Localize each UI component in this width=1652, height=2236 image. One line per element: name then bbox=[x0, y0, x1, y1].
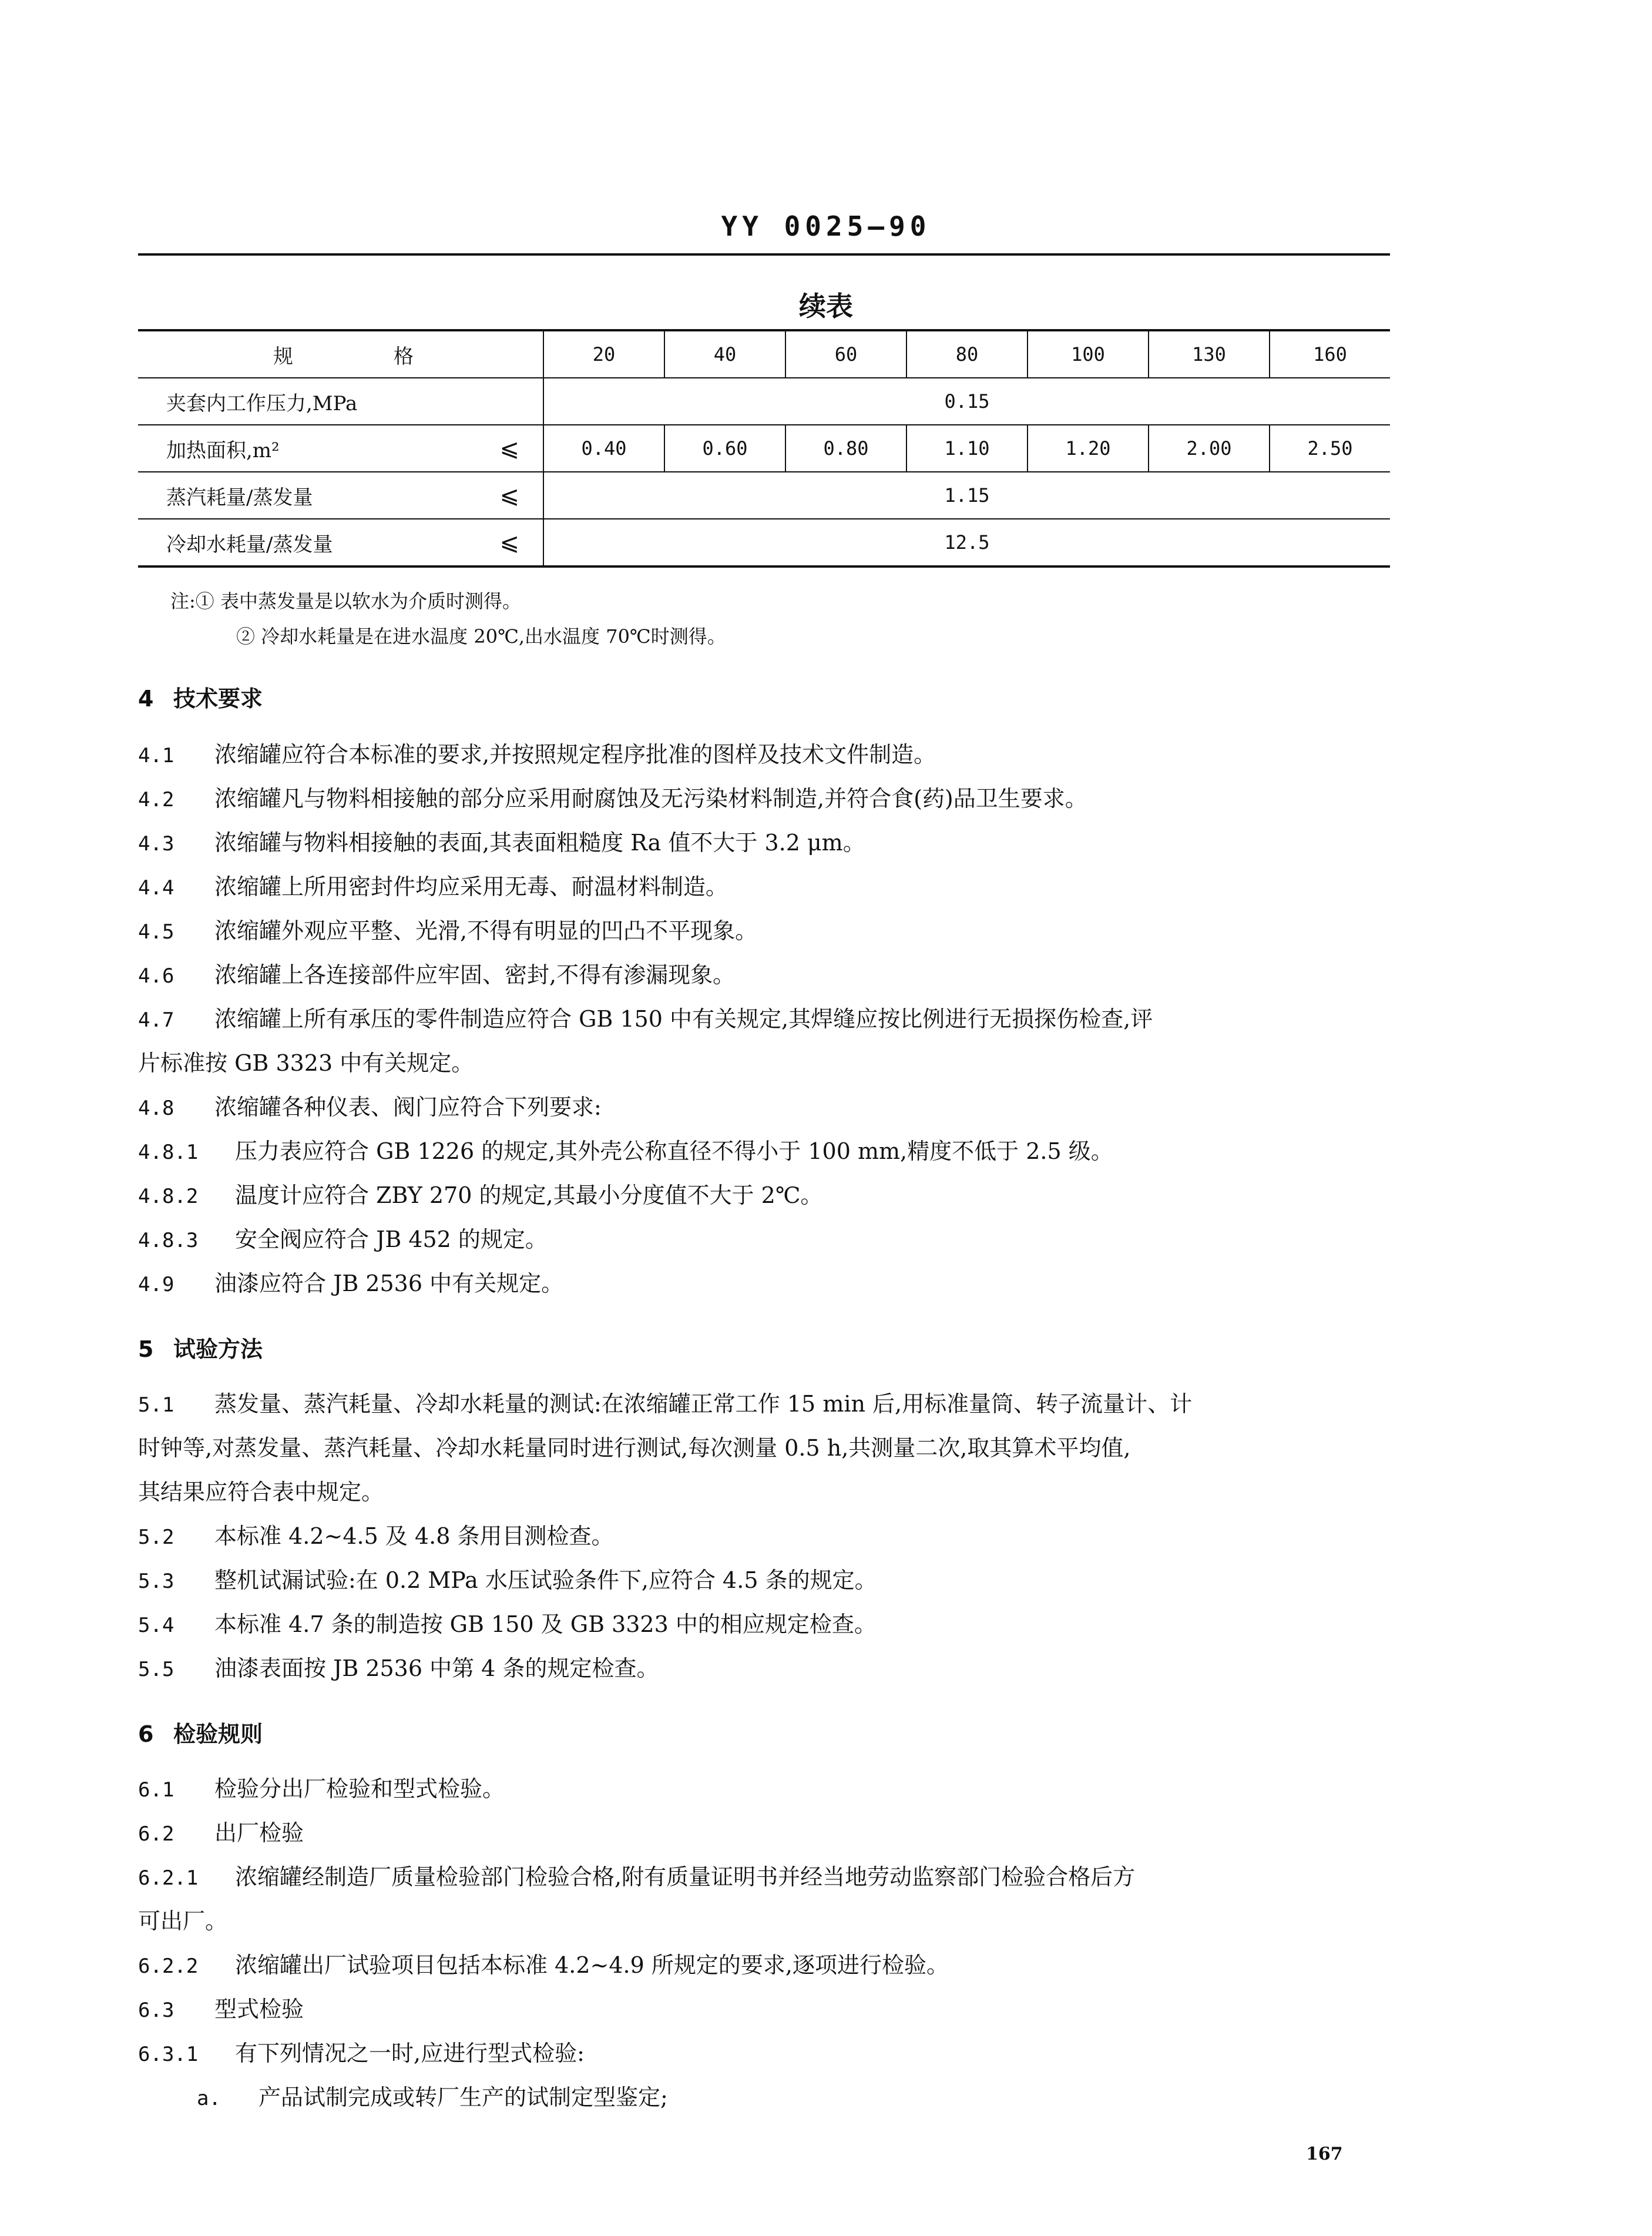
less-equal-symbol: ⩽ bbox=[499, 482, 519, 509]
clause: 4.6 浓缩罐上各连接部件应牢固、密封,不得有渗漏现象。 bbox=[138, 962, 736, 988]
clause: 4.7 浓缩罐上所有承压的零件制造应符合 GB 150 中有关规定,其焊缝应按比例进行无损探伤检查,评 bbox=[138, 1006, 1153, 1032]
clause: 4.8.1 压力表应符合 GB 1226 的规定,其外壳公称直径不得小于 100 mm,精度不低于 2.5 级。 bbox=[138, 1138, 1113, 1164]
value-cell: 0.80 bbox=[785, 425, 906, 472]
value-cell: 2.50 bbox=[1270, 425, 1390, 472]
clause: 6.2 出厂检验 bbox=[138, 1820, 304, 1846]
section-heading: 6 检验规则 bbox=[138, 1721, 263, 1747]
clause: 6.3.1 有下列情况之一时,应进行型式检验: bbox=[138, 2040, 585, 2066]
row-label: 夹套内工作压力,MPa bbox=[166, 391, 358, 415]
spec-label-right: 格 bbox=[394, 344, 414, 368]
clause: 4.8 浓缩罐各种仪表、阀门应符合下列要求: bbox=[138, 1094, 602, 1120]
clause: 4.8.2 温度计应符合 ZBY 270 的规定,其最小分度值不大于 2℃。 bbox=[138, 1182, 823, 1208]
standard-code: YY 0025—90 bbox=[721, 210, 931, 242]
row-label: 冷却水耗量/蒸发量 bbox=[166, 532, 333, 557]
table-note: 注:① 表中蒸发量是以软水为介质时测得。 bbox=[170, 590, 521, 612]
clause: 5.2 本标准 4.2~4.5 及 4.8 条用目测检查。 bbox=[138, 1523, 614, 1549]
spec-cell: 60 bbox=[785, 330, 906, 378]
spec-cell: 20 bbox=[543, 330, 664, 378]
spec-cell: 40 bbox=[664, 330, 785, 378]
spec-table bbox=[138, 329, 1390, 568]
row-label: 蒸汽耗量/蒸发量 bbox=[166, 485, 313, 509]
table-row bbox=[138, 472, 1390, 519]
clause: 5.5 油漆表面按 JB 2536 中第 4 条的规定检查。 bbox=[138, 1655, 659, 1681]
spec-label-left: 规 bbox=[273, 344, 293, 368]
clause: 6.1 检验分出厂检验和型式检验。 bbox=[138, 1776, 505, 1802]
clause-continuation: 可出厂。 bbox=[138, 1908, 228, 1934]
header-rule bbox=[138, 253, 1390, 256]
value-cell: 0.40 bbox=[543, 425, 664, 472]
row-label: 加热面积,m² bbox=[166, 438, 280, 462]
clause: 6.2.2 浓缩罐出厂试验项目包括本标准 4.2~4.9 所规定的要求,逐项进行检验。 bbox=[138, 1952, 949, 1978]
row-label-cell bbox=[138, 425, 543, 472]
value-cell: 1.20 bbox=[1028, 425, 1149, 472]
merged-value-cell: 12.5 bbox=[543, 519, 1390, 566]
clause: 4.9 油漆应符合 JB 2536 中有关规定。 bbox=[138, 1270, 564, 1296]
merged-value-cell: 1.15 bbox=[543, 472, 1390, 519]
value-cell: 0.60 bbox=[664, 425, 785, 472]
spec-cell: 100 bbox=[1028, 330, 1149, 378]
clause: 6.3 型式检验 bbox=[138, 1996, 304, 2022]
spec-cell: 130 bbox=[1149, 330, 1270, 378]
clause: 4.3 浓缩罐与物料相接触的表面,其表面粗糙度 Ra 值不大于 3.2 μm。 bbox=[138, 830, 865, 856]
table-row bbox=[138, 425, 1390, 472]
less-equal-symbol: ⩽ bbox=[499, 529, 519, 556]
clause-continuation: 时钟等,对蒸发量、蒸汽耗量、冷却水耗量同时进行测试,每次测量 0.5 h,共测量二次,取其算术平均值, bbox=[138, 1435, 1131, 1461]
clause: 4.8.3 安全阀应符合 JB 452 的规定。 bbox=[138, 1226, 548, 1252]
table-row bbox=[138, 519, 1390, 566]
spec-cell: 80 bbox=[906, 330, 1028, 378]
page-number: 167 bbox=[1306, 2144, 1343, 2164]
row-label-cell bbox=[138, 519, 543, 566]
less-equal-symbol: ⩽ bbox=[499, 435, 519, 462]
clause: 6.2.1 浓缩罐经制造厂质量检验部门检验合格,附有质量证明书并经当地劳动监察部门检验合格后方 bbox=[138, 1864, 1136, 1890]
table-header-row bbox=[138, 330, 1390, 378]
row-label-cell bbox=[138, 378, 543, 425]
clause-continuation: 其结果应符合表中规定。 bbox=[138, 1479, 384, 1505]
clause: 4.2 浓缩罐凡与物料相接触的部分应采用耐腐蚀及无污染材料制造,并符合食(药)品卫生要求。 bbox=[138, 786, 1087, 812]
clause: 5.3 整机试漏试验:在 0.2 MPa 水压试验条件下,应符合 4.5 条的规定。 bbox=[138, 1567, 877, 1593]
merged-value-cell: 0.15 bbox=[543, 378, 1390, 425]
table-caption: 续表 bbox=[799, 290, 853, 322]
clause: 4.1 浓缩罐应符合本标准的要求,并按照规定程序批准的图样及技术文件制造。 bbox=[138, 742, 936, 767]
value-cell: 2.00 bbox=[1149, 425, 1270, 472]
clause: 4.5 浓缩罐外观应平整、光滑,不得有明显的凹凸不平现象。 bbox=[138, 918, 758, 944]
section-heading: 4 技术要求 bbox=[138, 686, 263, 712]
value-cell: 1.10 bbox=[906, 425, 1028, 472]
clause: 4.4 浓缩罐上所用密封件均应采用无毒、耐温材料制造。 bbox=[138, 874, 728, 900]
section-heading: 5 试验方法 bbox=[138, 1336, 263, 1362]
table-note: ② 冷却水耗量是在进水温度 20℃,出水温度 70℃时测得。 bbox=[236, 625, 726, 648]
spec-cell: 160 bbox=[1270, 330, 1390, 378]
clause-continuation: 片标准按 GB 3323 中有关规定。 bbox=[138, 1050, 474, 1076]
table-row bbox=[138, 378, 1390, 425]
clause: 5.4 本标准 4.7 条的制造按 GB 150 及 GB 3323 中的相应规定检查。 bbox=[138, 1611, 877, 1637]
list-item: a. 产品试制完成或转厂生产的试制定型鉴定; bbox=[197, 2084, 668, 2110]
spec-label-cell bbox=[138, 330, 543, 378]
clause: 5.1 蒸发量、蒸汽耗量、冷却水耗量的测试:在浓缩罐正常工作 15 min 后,用标准量筒、转子流量计、计 bbox=[138, 1391, 1193, 1417]
row-label-cell bbox=[138, 472, 543, 519]
